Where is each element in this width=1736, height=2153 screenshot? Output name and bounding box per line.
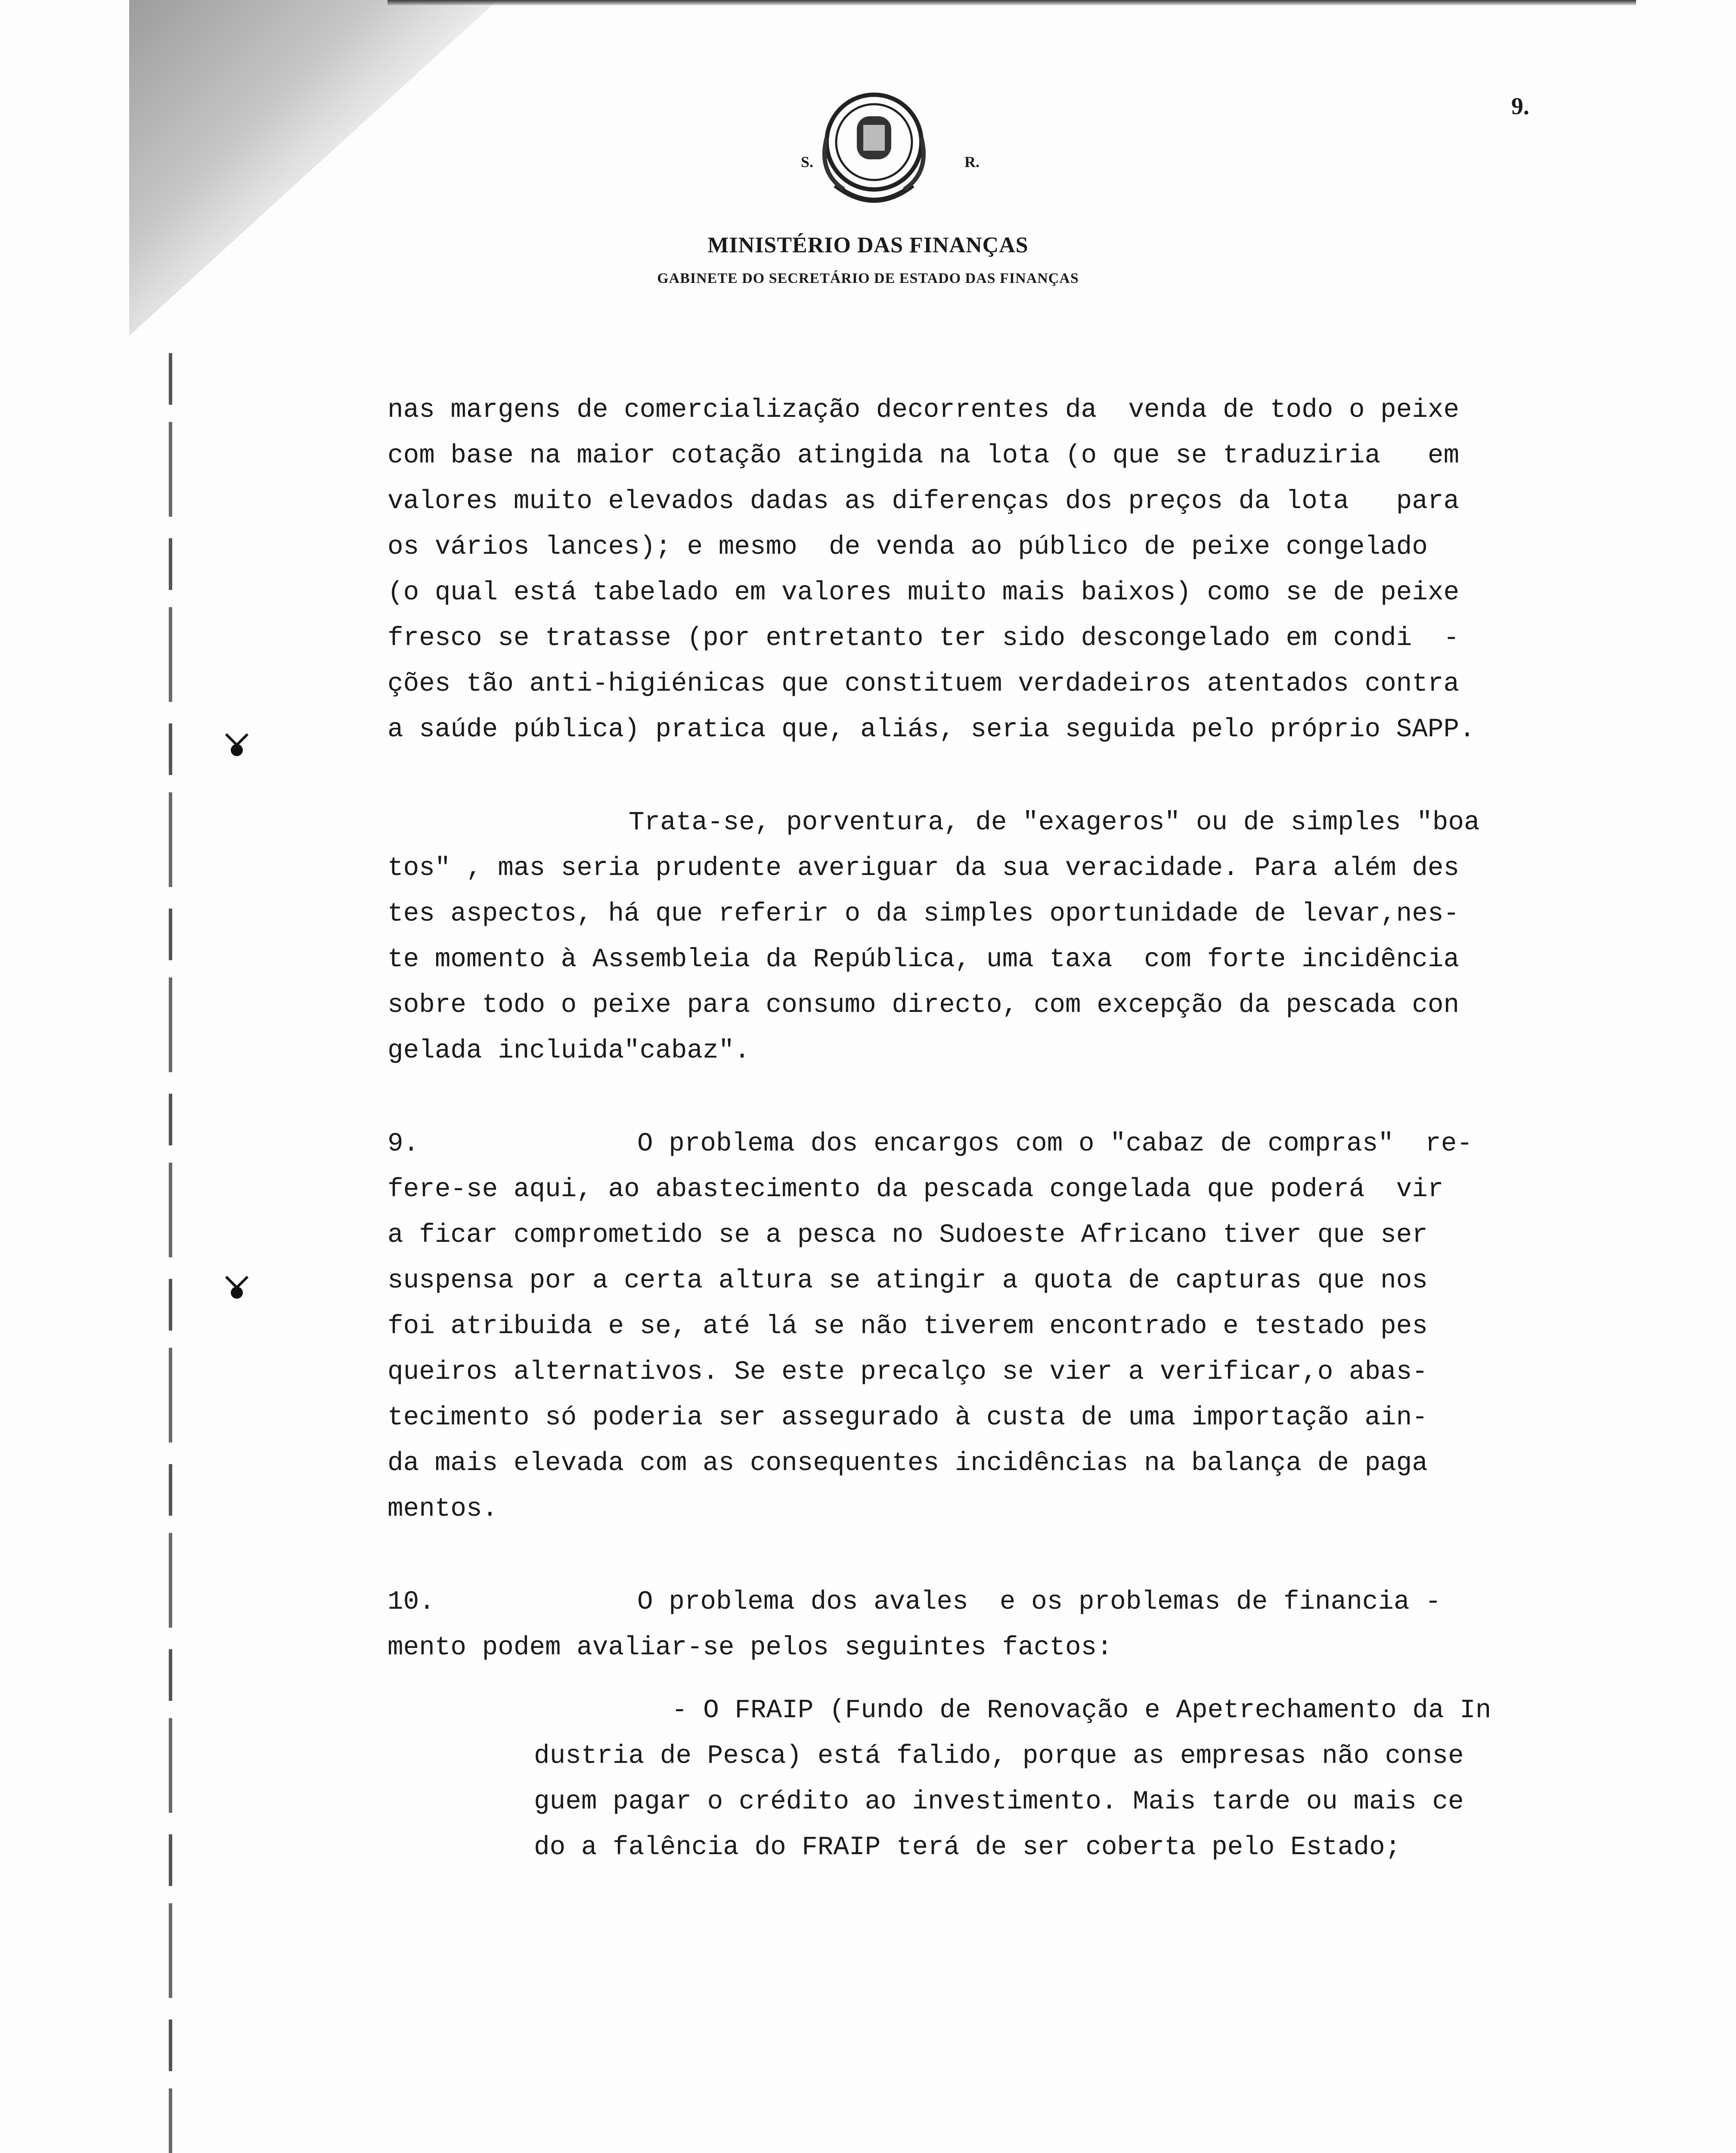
- seal-right-letter: R.: [964, 153, 980, 171]
- text-line: Trata-se, porventura, de "exageros" ou de simples "boa: [629, 808, 1480, 838]
- text-line: (o qual está tabelado em valores muito mais baixos) como se de peixe: [388, 578, 1460, 608]
- text-line: te momento à Assembleia da República, uma taxa com forte incidência: [388, 945, 1460, 974]
- coat-of-arms-icon: [792, 86, 956, 215]
- punch-mark-icon: [224, 732, 250, 758]
- page-number: 9.: [1511, 93, 1529, 120]
- scan-binding-edge: [169, 353, 172, 2153]
- text-line: ções tão anti-higiénicas que constituem verdadeiros atentados contra: [388, 669, 1460, 699]
- text-line: dustria de Pesca) está falido, porque as empresas não conse: [534, 1741, 1464, 1771]
- text-line: com base na maior cotação atingida na lota (o que se traduziria em: [388, 441, 1460, 471]
- text-line: sobre todo o peixe para consumo directo, com excepção da pescada con: [388, 990, 1460, 1020]
- cabinet-subtitle: GABINETE DO SECRETÁRIO DE ESTADO DAS FINANÇAS: [657, 270, 1079, 286]
- text-line: tos" , mas seria prudente averiguar da sua veracidade. Para além des: [388, 853, 1460, 883]
- text-line: da mais elevada com as consequentes incidências na balança de paga: [388, 1449, 1428, 1478]
- text-line: tecimento só poderia ser assegurado à custa de uma importação ain-: [388, 1403, 1428, 1433]
- text-line: tes aspectos, há que referir o da simples oportunidade de levar,nes-: [388, 899, 1460, 929]
- text-line: os vários lances); e mesmo de venda ao público de peixe congelado: [388, 532, 1428, 562]
- paragraph-intro: [388, 388, 1593, 753]
- section-10: [388, 1579, 1593, 1671]
- text-line: a ficar comprometido se a pesca no Sudoeste Africano tiver que ser: [388, 1220, 1428, 1250]
- scan-top-edge: [388, 0, 1636, 5]
- text-line: mento podem avaliar-se pelos seguintes factos:: [388, 1633, 1113, 1663]
- text-line: valores muito elevados dadas as diferenças dos preços da lota para: [388, 487, 1460, 516]
- document-body: [388, 388, 1593, 1871]
- seal-left-letter: S.: [801, 153, 814, 171]
- text-line: suspensa por a certa altura se atingir a quota de capturas que nos: [388, 1266, 1428, 1296]
- text-line: do a falência do FRAIP terá de ser coberta pelo Estado;: [534, 1833, 1401, 1862]
- text-line: gelada incluida"cabaz".: [388, 1036, 750, 1066]
- text-line: O problema dos avales e os problemas de financia -: [637, 1587, 1441, 1617]
- text-line: mentos.: [388, 1494, 498, 1524]
- coat-of-arms: [792, 86, 956, 215]
- text-line: nas margens de comercialização decorrentes da venda de todo o peixe: [388, 395, 1460, 425]
- text-line: guem pagar o crédito ao investimento. Mais tarde ou mais ce: [534, 1787, 1464, 1817]
- text-line: O problema dos encargos com o "cabaz de compras" re-: [637, 1129, 1473, 1159]
- text-line: - O FRAIP (Fundo de Renovação e Apetrechamento da In: [672, 1696, 1491, 1725]
- fraip-item: [388, 1688, 1593, 1871]
- text-line: a saúde pública) pratica que, aliás, seria seguida pelo próprio SAPP.: [388, 715, 1475, 745]
- section-number: 10.: [388, 1587, 435, 1617]
- text-line: fresco se tratasse (por entretanto ter sido descongelado em condi -: [388, 624, 1460, 653]
- ministry-title: MINISTÉRIO DAS FINANÇAS: [707, 233, 1029, 257]
- section-9: [388, 1121, 1593, 1532]
- paragraph-second: [388, 800, 1593, 1074]
- text-line: foi atribuida e se, até lá se não tiverem encontrado e testado pes: [388, 1312, 1428, 1341]
- text-line: fere-se aqui, ao abastecimento da pescada congelada que poderá vir: [388, 1175, 1444, 1204]
- punch-mark-icon: [224, 1275, 250, 1300]
- text-line: queiros alternativos. Se este precalço se vier a verificar,o abas-: [388, 1357, 1428, 1387]
- section-number: 9.: [388, 1129, 419, 1159]
